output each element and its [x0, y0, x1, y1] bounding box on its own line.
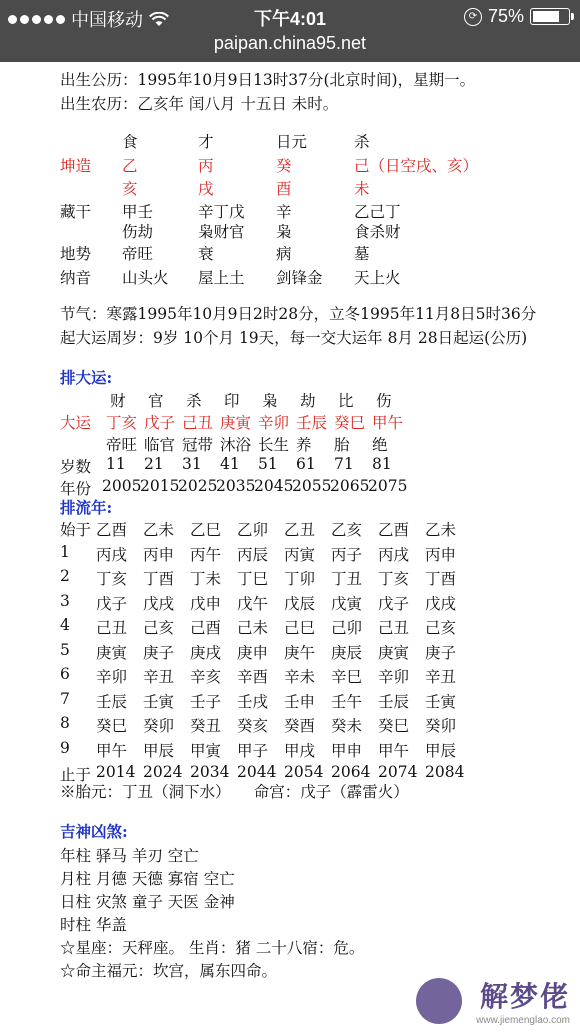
liunian-row-number: 7 — [60, 689, 70, 708]
dayun-age: 41 — [220, 455, 240, 473]
liunian-cell: 甲午 — [96, 741, 128, 760]
bazi-shishen: 枭财官 — [198, 223, 245, 241]
liunian-cell: 辛亥 — [190, 668, 222, 686]
liunian-row-number: 2 — [60, 567, 70, 585]
liunian-cell: 辛未 — [284, 668, 316, 686]
bazi-canggan: 乙己丁 — [354, 203, 401, 221]
bazi-header: 杀 — [354, 133, 370, 151]
dayun-pillar: 戊子 — [144, 414, 176, 432]
liunian-cell: 丙辰 — [237, 545, 269, 564]
liunian-cell: 癸巳 — [378, 717, 410, 735]
bazi-shishen: 食杀财 — [354, 223, 401, 241]
orientation-lock-icon: ⟳ — [464, 8, 482, 26]
dayun-state: 临官 — [144, 436, 176, 454]
liunian-cell: 戊戌 — [425, 594, 457, 613]
liunian-end: 2044 — [237, 763, 277, 781]
dayun-year: 2045 — [254, 477, 294, 495]
liunian-row-number: 6 — [60, 665, 70, 683]
dayun-heading: 排大运: — [60, 368, 113, 387]
bazi-stem: 己（日空戌、亥） — [354, 157, 479, 175]
end-label: 止于 — [60, 766, 92, 784]
liunian-row-number: 5 — [60, 640, 70, 659]
liunian-cell: 戊子 — [96, 594, 128, 613]
liunian-cell: 辛丑 — [425, 668, 457, 686]
liunian-cell: 己丑 — [96, 619, 128, 637]
liunian-cell: 丙寅 — [284, 545, 316, 564]
bazi-branch: 未 — [354, 180, 370, 198]
bazi-dishi: 墓 — [354, 245, 370, 263]
dayun-pillar: 癸巳 — [334, 414, 366, 432]
canggan-label: 藏干 — [60, 203, 92, 221]
dayun-shishen: 比 — [338, 392, 354, 410]
dayun-age: 21 — [144, 455, 164, 473]
dayun-year: 2035 — [216, 477, 256, 495]
bazi-branch: 戌 — [198, 180, 214, 198]
liunian-cell: 甲辰 — [425, 741, 457, 760]
liunian-cell: 甲戌 — [284, 741, 316, 760]
liunian-cell: 壬辰 — [378, 692, 410, 711]
bazi-nayin: 天上火 — [354, 269, 401, 287]
dayun-pillar: 己丑 — [182, 414, 214, 432]
dayun-pillar: 壬辰 — [296, 414, 328, 432]
gender-label: 坤造 — [60, 157, 92, 175]
liunian-cell: 庚申 — [237, 643, 269, 662]
dayun-state: 冠带 — [182, 436, 214, 454]
liunian-cell: 辛卯 — [96, 668, 128, 686]
dayun-state: 绝 — [372, 436, 388, 454]
address-bar[interactable] — [0, 32, 580, 62]
liunian-cell: 辛巳 — [331, 668, 363, 686]
dayun-shishen: 劫 — [300, 392, 316, 410]
liunian-cell: 癸巳 — [96, 717, 128, 735]
liunian-start: 乙丑 — [284, 521, 316, 539]
jieqi-line: 节气：寒露1995年10月9日2时28分，立冬1995年11月8日5时36分 — [60, 305, 537, 323]
liunian-end: 2074 — [378, 763, 418, 781]
liunian-cell: 癸酉 — [284, 717, 316, 735]
liunian-row-number: 9 — [60, 738, 70, 757]
liunian-start: 乙未 — [143, 521, 175, 539]
dayun-year: 2055 — [292, 477, 332, 495]
dayun-age: 31 — [182, 455, 202, 473]
dayun-state: 养 — [296, 436, 312, 454]
dayun-shishen: 印 — [224, 392, 240, 410]
liunian-cell: 癸丑 — [190, 717, 222, 735]
liunian-cell: 己未 — [237, 619, 269, 637]
liunian-cell: 庚寅 — [378, 643, 410, 662]
liunian-cell: 甲辰 — [143, 741, 175, 760]
shensha-line: 年柱 驿马 羊刃 空亡 — [60, 847, 199, 865]
liunian-cell: 丁亥 — [96, 570, 128, 588]
liunian-cell: 戊子 — [378, 594, 410, 613]
liunian-cell: 丙戌 — [378, 545, 410, 564]
liunian-cell: 己卯 — [331, 619, 363, 637]
dayun-age: 71 — [334, 455, 354, 473]
liunian-start: 乙酉 — [96, 521, 128, 539]
liunian-cell: 丁丑 — [331, 570, 363, 588]
qiyun-line: 起大运周岁：9岁 10个月 19天，每一交大运年 8月 28日起运(公历) — [60, 329, 528, 347]
bazi-branch: 酉 — [276, 180, 292, 198]
liunian-cell: 庚子 — [425, 643, 457, 662]
liunian-cell: 丙午 — [190, 545, 222, 564]
dishi-label: 地势 — [60, 245, 92, 263]
liunian-start: 乙卯 — [237, 521, 269, 539]
age-label: 岁数 — [60, 458, 92, 476]
nayin-label: 纳音 — [60, 269, 92, 287]
dayun-shishen: 财 — [110, 392, 126, 410]
liunian-cell: 己酉 — [190, 619, 222, 637]
battery-fill — [533, 11, 559, 22]
dayun-shishen: 官 — [148, 392, 164, 410]
watermark-logo-icon — [416, 978, 462, 1024]
dayun-age: 81 — [372, 455, 392, 473]
watermark-url: www.jiemenglao.com — [476, 1015, 570, 1026]
status-right — [464, 6, 570, 27]
liunian-end: 2014 — [96, 763, 136, 781]
dayun-year: 2065 — [330, 477, 370, 495]
liunian-cell: 壬子 — [190, 692, 222, 711]
battery-percent: 75% — [487, 6, 524, 26]
dayun-state: 帝旺 — [106, 436, 138, 454]
liunian-cell: 辛酉 — [237, 668, 269, 686]
liunian-cell: 丙子 — [331, 545, 363, 564]
shensha-line: 日柱 灾煞 童子 天医 金神 — [60, 893, 235, 911]
dayun-pillar: 甲午 — [372, 414, 404, 432]
liunian-start: 乙酉 — [378, 521, 410, 539]
status-bar — [0, 0, 580, 32]
bazi-shishen: 枭 — [276, 223, 292, 241]
dayun-year: 2025 — [178, 477, 218, 495]
birth-solar: 出生公历：1995年10月9日13时37分(北京时间)，星期一。 — [60, 71, 476, 89]
bazi-canggan: 辛 — [276, 203, 292, 221]
start-label: 始于 — [60, 521, 92, 539]
bazi-header: 日元 — [276, 133, 308, 151]
dayun-age: 11 — [106, 455, 126, 473]
bazi-header: 才 — [198, 133, 214, 151]
liunian-cell: 壬寅 — [425, 692, 457, 711]
shensha-line: 时柱 华盖 — [60, 916, 127, 934]
dayun-age: 61 — [296, 455, 316, 473]
dayun-pillar: 丁亥 — [106, 414, 138, 432]
liunian-cell: 己亥 — [143, 619, 175, 637]
dayun-pillar: 庚寅 — [220, 414, 252, 432]
liunian-cell: 戊午 — [237, 594, 269, 613]
liunian-cell: 丁巳 — [237, 570, 269, 588]
shensha-line: ☆命主福元：坎宫，属东四命。 — [60, 962, 278, 980]
liunian-cell: 辛丑 — [143, 668, 175, 686]
status-time: 下午4:01 — [253, 9, 327, 29]
liunian-row-number: 1 — [60, 542, 70, 561]
liunian-cell: 庚寅 — [96, 643, 128, 662]
bazi-dishi: 衰 — [198, 245, 214, 263]
liunian-start: 乙亥 — [331, 521, 363, 539]
bazi-dishi: 帝旺 — [122, 245, 154, 263]
liunian-end: 2064 — [331, 763, 371, 781]
liunian-heading: 排流年: — [60, 498, 113, 517]
liunian-cell: 己丑 — [378, 619, 410, 637]
bazi-dishi: 病 — [276, 245, 292, 263]
watermark — [476, 975, 570, 1026]
liunian-cell: 丁亥 — [378, 570, 410, 588]
watermark-title: 解梦佬 — [479, 981, 570, 1012]
liunian-cell: 癸卯 — [425, 717, 457, 735]
shensha-heading: 吉神凶煞: — [60, 822, 128, 841]
liunian-cell: 庚子 — [143, 643, 175, 662]
bazi-header: 食 — [122, 133, 138, 151]
liunian-cell: 庚辰 — [331, 643, 363, 662]
bazi-stem: 癸 — [276, 157, 292, 175]
dayun-shishen: 杀 — [186, 392, 202, 410]
liunian-cell: 庚戌 — [190, 643, 222, 662]
liunian-cell: 己巳 — [284, 619, 316, 637]
dayun-year: 2075 — [368, 477, 408, 495]
year-label: 年份 — [60, 480, 92, 498]
liunian-cell: 戊辰 — [284, 594, 316, 613]
liunian-cell: 戊申 — [190, 594, 222, 613]
liunian-cell: 丁酉 — [143, 570, 175, 588]
bazi-nayin: 剑锋金 — [276, 269, 323, 287]
liunian-row-number: 8 — [60, 714, 70, 732]
liunian-cell: 甲子 — [237, 741, 269, 760]
liunian-cell: 甲申 — [331, 741, 363, 760]
liunian-start: 乙未 — [425, 521, 457, 539]
shensha-line: 月柱 月德 天德 寡宿 空亡 — [60, 870, 235, 888]
liunian-cell: 甲寅 — [190, 741, 222, 760]
liunian-end: 2054 — [284, 763, 324, 781]
bazi-branch: 亥 — [122, 180, 138, 198]
url-text[interactable]: paipan.china95.net — [213, 33, 367, 53]
liunian-cell: 癸未 — [331, 717, 363, 735]
bazi-canggan: 辛丁戊 — [198, 203, 245, 221]
dayun-label: 大运 — [60, 414, 92, 432]
bazi-stem: 丙 — [198, 157, 214, 175]
liunian-end: 2024 — [143, 763, 183, 781]
carrier-label: 中国移动 — [71, 10, 143, 30]
liunian-cell: 壬戌 — [237, 692, 269, 711]
liunian-cell: 壬辰 — [96, 692, 128, 711]
liunian-cell: 丁卯 — [284, 570, 316, 588]
liunian-start: 乙巳 — [190, 521, 222, 539]
liunian-cell: 戊戌 — [143, 594, 175, 613]
dayun-state: 长生 — [258, 436, 290, 454]
taiyuan-line: ※胎元：丁丑（洞下水） 命宫：戊子（霹雷火） — [60, 783, 409, 801]
liunian-cell: 丁酉 — [425, 570, 457, 588]
dayun-pillar: 辛卯 — [258, 414, 290, 432]
liunian-row-number: 4 — [60, 616, 70, 634]
liunian-cell: 壬寅 — [143, 692, 175, 711]
dayun-year: 2005 — [102, 477, 142, 495]
liunian-cell: 癸亥 — [237, 717, 269, 735]
dayun-year: 2015 — [140, 477, 180, 495]
liunian-cell: 丁未 — [190, 570, 222, 588]
liunian-cell: 庚午 — [284, 643, 316, 662]
dayun-state: 沐浴 — [220, 436, 252, 454]
battery-icon — [530, 8, 570, 25]
dayun-state: 胎 — [334, 436, 350, 454]
liunian-cell: 壬午 — [331, 692, 363, 711]
bazi-nayin: 屋上土 — [198, 269, 245, 287]
liunian-end: 2034 — [190, 763, 230, 781]
liunian-cell: 丙戌 — [96, 545, 128, 564]
liunian-cell: 丙申 — [425, 545, 457, 564]
shensha-line: ☆星座：天秤座。 生肖：猪 二十八宿：危。 — [60, 939, 365, 957]
bazi-nayin: 山头火 — [122, 269, 169, 287]
dayun-shishen: 伤 — [376, 392, 392, 410]
dayun-shishen: 枭 — [262, 392, 278, 410]
bazi-stem: 乙 — [122, 157, 138, 175]
dayun-age: 51 — [258, 455, 278, 473]
liunian-row-number: 3 — [60, 591, 70, 610]
liunian-cell: 辛卯 — [378, 668, 410, 686]
liunian-end: 2084 — [425, 763, 465, 781]
bazi-canggan: 甲壬 — [122, 203, 154, 221]
liunian-cell: 戊寅 — [331, 594, 363, 613]
liunian-cell: 甲午 — [378, 741, 410, 760]
bazi-shishen: 伤劫 — [122, 223, 154, 241]
liunian-cell: 丙申 — [143, 545, 175, 564]
liunian-cell: 癸卯 — [143, 717, 175, 735]
liunian-cell: 己亥 — [425, 619, 457, 637]
liunian-cell: 壬申 — [284, 692, 316, 711]
birth-lunar: 出生农历：乙亥年 闰八月 十五日 未时。 — [60, 95, 339, 113]
